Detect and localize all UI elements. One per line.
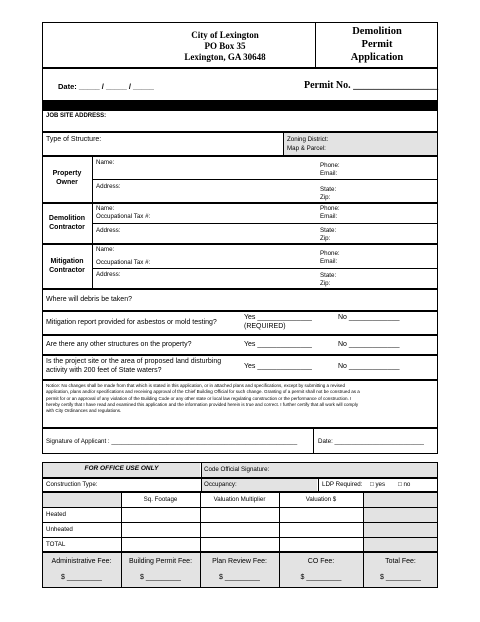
demolition-title-1: Demolition xyxy=(48,215,86,222)
construction-divider-1 xyxy=(201,478,202,492)
valuation-header-gray xyxy=(43,493,121,507)
zoning-district-label: Zoning District: xyxy=(287,136,329,143)
notice-line-1: Notice: No changes shall be made from that which is stated in this application, or in attached plans and specifications, except by submitting a revised xyxy=(46,383,345,388)
debris-question: Where will debris be taken? xyxy=(46,296,132,303)
signature-divider xyxy=(313,428,314,454)
owner-name-label: Name: xyxy=(96,159,115,166)
administrative-fee-label: Administrative Fee: xyxy=(51,558,112,565)
notice-text xyxy=(46,383,436,414)
mitigation-email-label: Email: xyxy=(320,258,338,265)
mitigation-name-label: Name: xyxy=(96,246,115,253)
column-sq-footage: Sq. Footage xyxy=(143,496,178,503)
form-title-line3: Application xyxy=(350,52,404,63)
row-unheated: Unheated xyxy=(46,526,73,533)
other-structures-no[interactable]: No _____________ xyxy=(338,341,400,348)
building-permit-fee-label: Building Permit Fee: xyxy=(128,558,193,565)
demolition-address-label: Address: xyxy=(96,227,121,234)
code-official-signature-label: Code Official Signature: xyxy=(204,466,270,473)
owner-zip-label: Zip: xyxy=(320,194,331,201)
office-use-title: FOR OFFICE USE ONLY xyxy=(84,465,159,472)
mitigation-tax-label: Occupational Tax #: xyxy=(96,259,151,266)
state-waters-no[interactable]: No _____________ xyxy=(338,363,400,370)
demolition-state-label: State: xyxy=(320,227,337,234)
job-site-address-label: JOB SITE ADDRESS: xyxy=(46,113,107,119)
demolition-zip-label: Zip: xyxy=(320,235,331,242)
mitigation-phone-label: Phone: xyxy=(320,250,340,257)
notice-line-4: hereby certify that I have read and examined this application and the information provided herein is true and correct. I further certify that all work will comply xyxy=(46,401,359,407)
form-title-line2: Permit xyxy=(361,39,393,50)
owner-row-line xyxy=(92,179,438,180)
co-fee-value[interactable]: $ _________ xyxy=(300,574,342,581)
construction-type-label: Construction Type: xyxy=(46,481,98,488)
mitigation-title-1: Mitigation xyxy=(50,258,84,265)
construction-divider-2 xyxy=(318,478,319,492)
total-fee-label: Total Fee: xyxy=(385,558,416,565)
total-fee-value[interactable]: $ _________ xyxy=(380,574,421,581)
type-of-structure-label: Type of Structure: xyxy=(46,136,102,143)
state-waters-question-1: Is the project site or the area of proposed land disturbing xyxy=(46,358,222,365)
ldp-required-label: LDP Required: xyxy=(322,481,363,488)
form-title-line1: Demolition xyxy=(352,26,402,37)
mitigation-state-label: State: xyxy=(320,272,337,279)
city-state-zip: Lexington, GA 30648 xyxy=(184,52,266,62)
demolition-name-label: Name: xyxy=(96,205,115,212)
mitigation-row-line xyxy=(92,268,438,269)
row-heated: Heated xyxy=(46,511,66,518)
val-row-2 xyxy=(42,522,438,523)
po-box: PO Box 35 xyxy=(204,41,246,51)
occupancy-label: Occupancy: xyxy=(204,481,237,488)
structure-divider xyxy=(283,132,284,156)
mitigation-address-label: Address: xyxy=(96,271,121,278)
notice-line-5: with City Ordinances and regulations. xyxy=(46,408,122,414)
office-header-divider xyxy=(201,462,202,478)
city-name: City of Lexington xyxy=(191,30,259,40)
ldp-yes-checkbox[interactable]: □ yes xyxy=(370,481,386,488)
building-permit-fee-value[interactable]: $ _________ xyxy=(140,574,181,581)
plan-review-fee-label: Plan Review Fee: xyxy=(212,558,267,565)
other-structures-question: Are there any other structures on the property? xyxy=(46,341,192,348)
map-parcel-label: Map & Parcel: xyxy=(287,145,326,152)
date-field[interactable]: Date: _____ / _____ / _____ xyxy=(58,82,154,91)
state-waters-question-2: activity with 200 feet of State waters? xyxy=(46,367,162,374)
notice-line-3: permit for or an approval of any violation of the Building Code or any other state or local law regulating construction or the performance of construction. I xyxy=(46,395,352,401)
owner-state-label: State: xyxy=(320,186,337,193)
co-fee-label: CO Fee: xyxy=(307,558,335,565)
owner-address-label: Address: xyxy=(96,183,121,190)
demolition-row-line xyxy=(92,223,438,224)
notice-line-2: application, plans and/or specifications and receiving approval of the Chief Building Official for such change. Granting of a permit shall not be construed as a xyxy=(46,389,360,395)
owner-title-1: Property xyxy=(52,170,82,177)
demolition-email-label: Email: xyxy=(320,213,338,220)
column-valuation-multiplier: Valuation Multiplier xyxy=(213,496,266,503)
row-total: TOTAL xyxy=(46,541,66,548)
plan-review-fee-value[interactable]: $ _________ xyxy=(219,574,260,581)
mitigation-report-no[interactable]: No _____________ xyxy=(338,314,400,321)
mitigation-report-question: Mitigation report provided for asbestos or mold testing? xyxy=(46,319,217,326)
ldp-no-checkbox[interactable]: □ no xyxy=(398,481,411,488)
demolition-tax-label: Occupational Tax #: xyxy=(96,213,151,220)
column-valuation: Valuation $ xyxy=(305,496,337,503)
mitigation-report-required: (REQUIRED) xyxy=(244,323,286,330)
mitigation-divider xyxy=(92,244,93,289)
signature-date-field[interactable]: Date: __________________________ xyxy=(318,438,424,445)
permit-number-field[interactable]: Permit No. _________________ xyxy=(304,80,439,91)
other-structures-yes[interactable]: Yes ______________ xyxy=(244,341,312,348)
val-row-1 xyxy=(42,507,438,508)
owner-title-2: Owner xyxy=(56,179,78,186)
mitigation-title-2: Contractor xyxy=(49,267,85,274)
demolition-phone-label: Phone: xyxy=(320,205,340,212)
mitigation-zip-label: Zip: xyxy=(320,280,331,287)
black-band xyxy=(42,101,438,110)
state-waters-yes[interactable]: Yes ______________ xyxy=(244,363,312,370)
administrative-fee-value[interactable]: $ _________ xyxy=(61,574,102,581)
val-row-3 xyxy=(42,537,438,538)
owner-email-label: Email: xyxy=(320,170,338,177)
applicant-signature-field[interactable]: Signature of Applicant : ______________________________________________________ xyxy=(46,438,298,445)
demolition-title-2: Contractor xyxy=(49,224,85,231)
mitigation-report-yes[interactable]: Yes ______________ xyxy=(244,314,312,321)
owner-phone-label: Phone: xyxy=(320,162,340,169)
